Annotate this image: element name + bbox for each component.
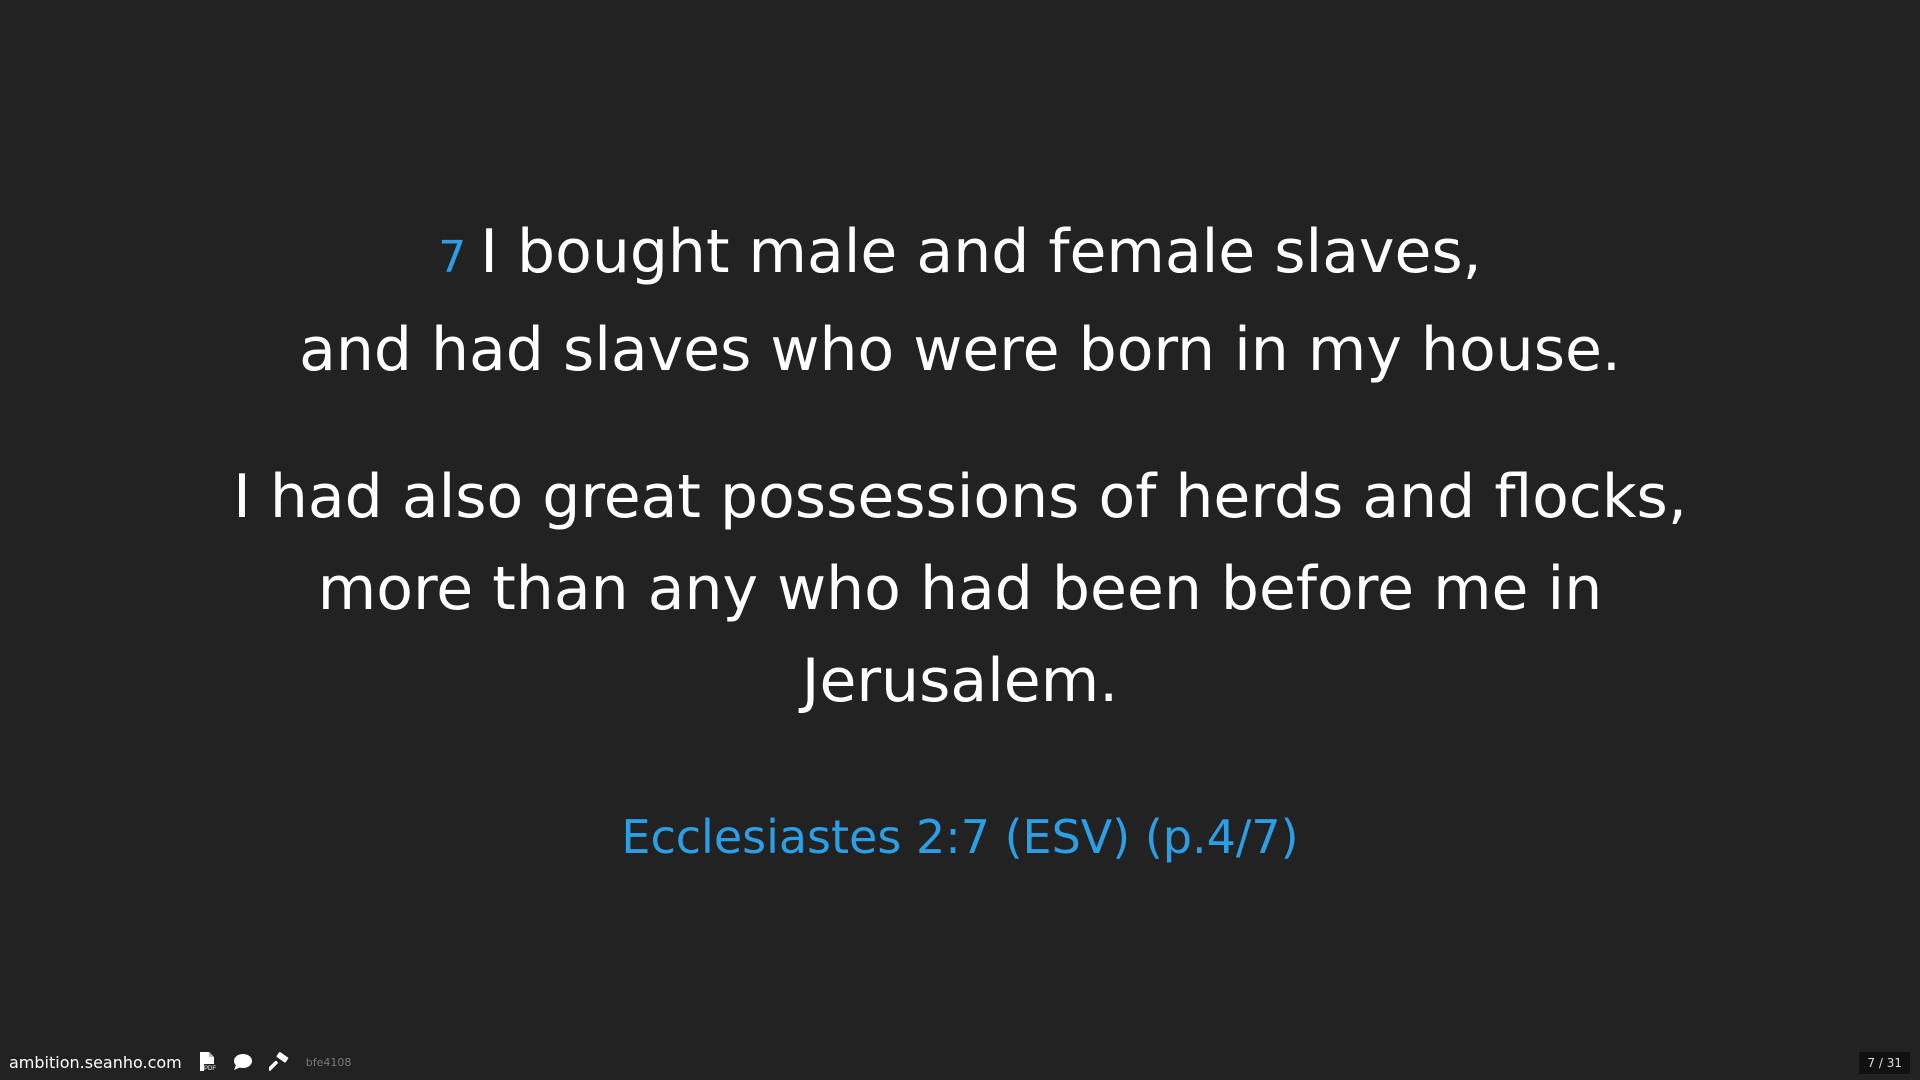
verse-line: I had also great possessions of herds and flocks,	[233, 462, 1687, 532]
scripture-reference: Ecclesiastes 2:7 (ESV) (p.4/7)	[621, 810, 1299, 864]
verse-paragraph-2	[160, 451, 1760, 727]
verse-paragraph-1	[160, 206, 1760, 396]
footer-toolbar	[9, 1050, 351, 1074]
hammer-icon[interactable]	[268, 1051, 290, 1073]
verse-line: Jerusalem.	[801, 646, 1119, 716]
slide-counter	[1859, 1052, 1910, 1074]
pdf-icon[interactable]	[196, 1051, 218, 1073]
svg-text:PDF: PDF	[203, 1066, 216, 1072]
verse-line-text: I bought male and female slaves,	[480, 217, 1482, 287]
comment-icon[interactable]	[232, 1051, 254, 1073]
slide-current: 7	[1867, 1056, 1876, 1070]
site-link[interactable]: ambition.seanho.com	[9, 1052, 182, 1072]
slide-total: 31	[1886, 1056, 1902, 1070]
commit-hash: bfe4108	[305, 1055, 352, 1069]
verse-line: and had slaves who were born in my house.	[299, 315, 1621, 385]
slide-separator: /	[1878, 1056, 1883, 1070]
verse-number: 7	[438, 232, 467, 283]
verse-line: more than any who had been before me in	[317, 554, 1603, 624]
verse-line	[160, 206, 1760, 304]
